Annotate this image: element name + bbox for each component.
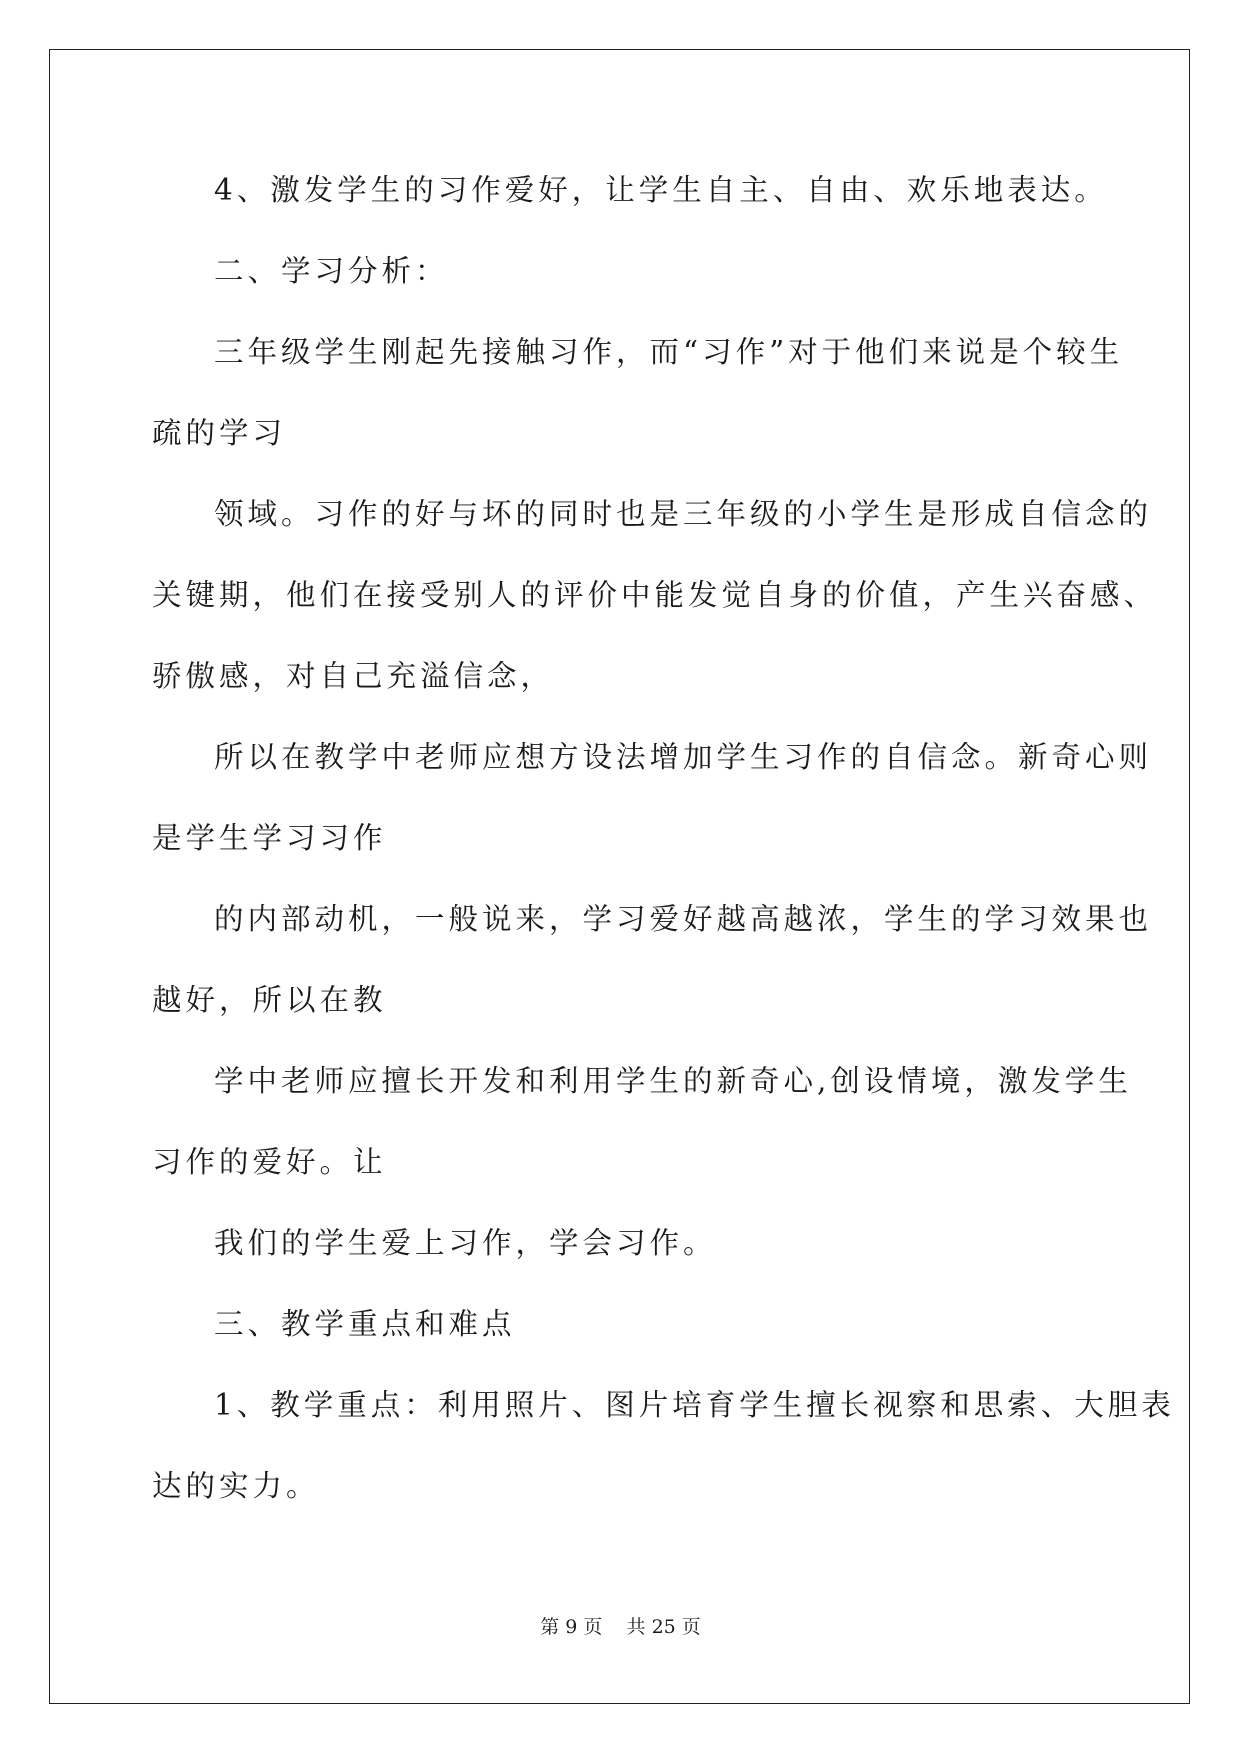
paragraph-line: 越好，所以在教 bbox=[152, 983, 387, 1017]
paragraph-line: 关键期，他们在接受别人的评价中能发觉自身的价值，产生兴奋感、 bbox=[152, 578, 1158, 612]
paragraph-line: 1、教学重点：利用照片、图片培育学生擅长视察和思索、大胆表 bbox=[214, 1388, 1175, 1422]
paragraph-line: 的内部动机，一般说来，学习爱好越高越浓，学生的学习效果也 bbox=[214, 902, 1153, 936]
paragraph-line: 习作的爱好。让 bbox=[152, 1145, 387, 1179]
page-number-footer: 第 9 页 共 25 页 bbox=[540, 1616, 701, 1638]
paragraph-line: 骄傲感，对自己充溢信念， bbox=[152, 659, 555, 693]
paragraph-line: 所以在教学中老师应想方设法增加学生习作的自信念。新奇心则 bbox=[214, 740, 1153, 774]
paragraph-line: 是学生学习习作 bbox=[152, 821, 387, 855]
section-heading: 三、教学重点和难点 bbox=[214, 1307, 516, 1341]
paragraph-line: 领域。习作的好与坏的同时也是三年级的小学生是形成自信念的 bbox=[214, 497, 1153, 531]
paragraph-line: 疏的学习 bbox=[152, 416, 287, 450]
paragraph-line: 达的实力。 bbox=[152, 1469, 320, 1503]
paragraph-line: 4、激发学生的习作爱好，让学生自主、自由、欢乐地表达。 bbox=[214, 173, 1108, 207]
section-heading: 二、学习分析： bbox=[214, 254, 449, 288]
paragraph-line: 学中老师应擅长开发和利用学生的新奇心,创设情境，激发学生 bbox=[214, 1064, 1132, 1098]
page-border bbox=[49, 49, 1190, 1704]
paragraph-line: 三年级学生刚起先接触习作，而“习作”对于他们来说是个较生 bbox=[214, 335, 1124, 369]
paragraph-line: 我们的学生爱上习作，学会习作。 bbox=[214, 1226, 717, 1260]
